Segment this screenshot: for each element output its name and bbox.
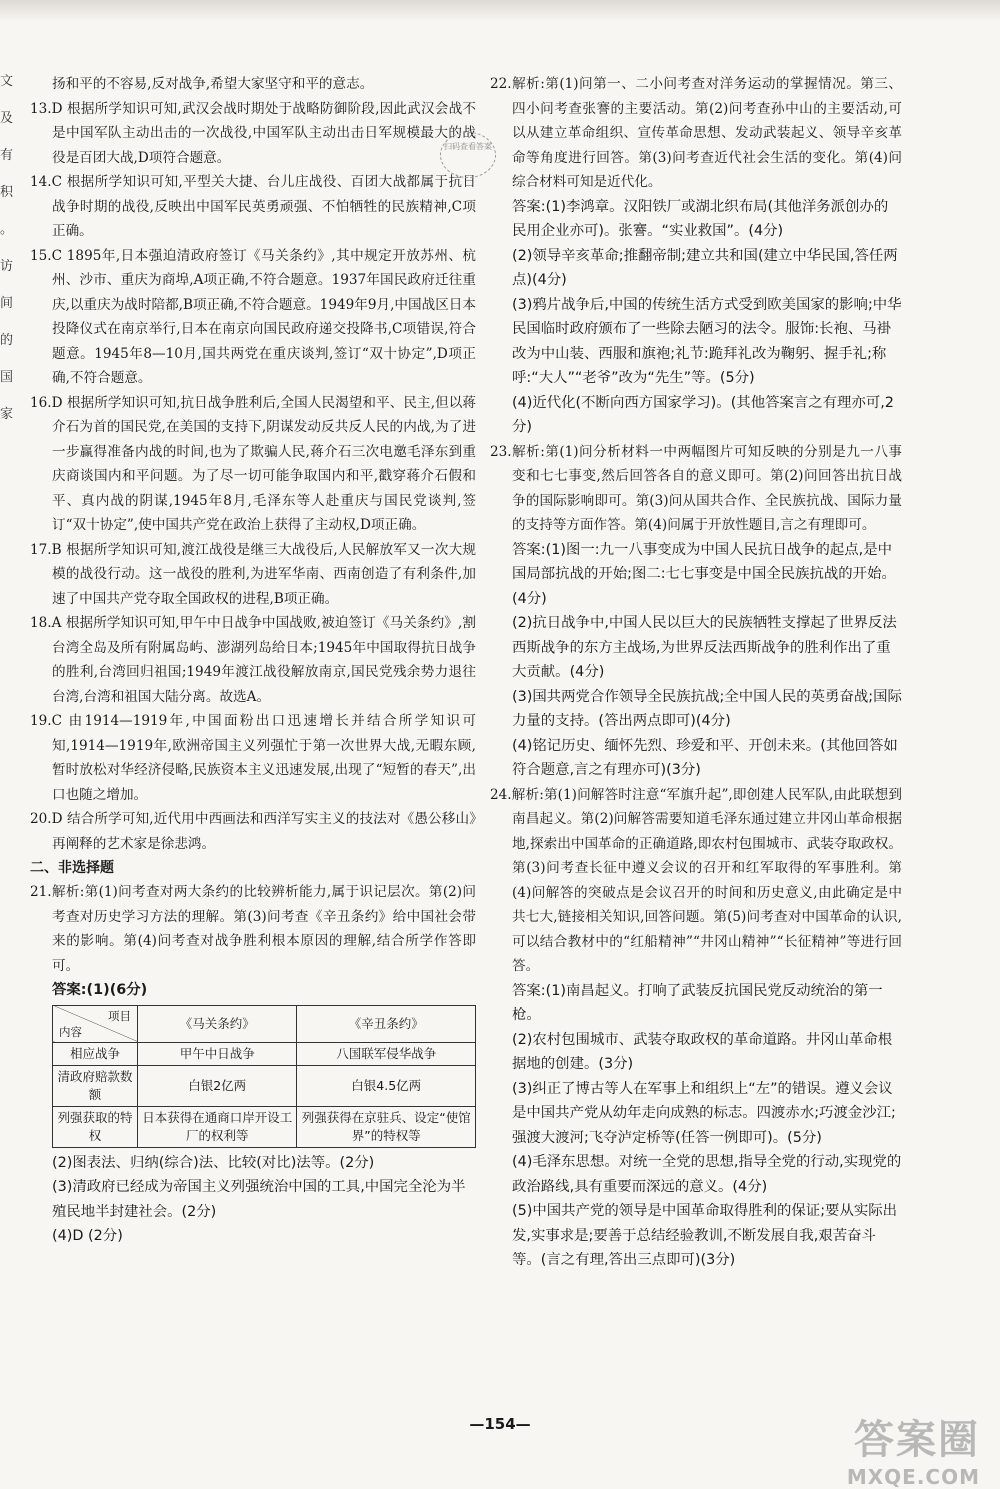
answer-18: 18.A 根据所学知识可知,甲午中日战争中国战败,被迫签订《马关条约》,割台湾全岛及所有附属岛屿、澎湖列岛给日本;1945年中国取得抗日战争的胜利,台湾回归祖国;1949年渡江战役解放南京,国民党残余势力退往台湾,台湾和祖国大陆分离。故选A。: [30, 615, 476, 705]
edge-char: 家: [0, 407, 14, 422]
answer-19: 19.C 由1914—1919年,中国面粉出口迅速增长并结合所学知识可知,1914—1919年,欧洲帝国主义列强忙于第一次世界大战,无暇东顾,暂时放松对华经济侵略,民族资本主义迅速发展,出现了“短暂的春天”,出口也随之增加。: [30, 713, 476, 803]
answer-16: 16.D 根据所学知识可知,抗日战争胜利后,全国人民渴望和平、民主,但以蒋介石为首的国民党,在美国的支持下,阴谋发动反共反人民的内战,为了进一步赢得准备内战的时间,也为了欺骗人民,蒋介石三次电邀毛泽东到重庆商谈国内和平问题。为了尽一切可能争取国内和平,戳穿蒋介石假和平、真内战的阴谋,1945年8月,毛泽东等人赴重庆与国民党谈判,签订“双十协定”,使中国共产党在政治上获得了主动权,D项正确。: [30, 394, 476, 533]
watermark-url: MXQE.COM: [846, 1465, 980, 1489]
answer-22-4: (4)近代化(不断向西方国家学习)。(其他答案言之有理亦可,2分): [512, 394, 894, 435]
intro-text: 扬和平的不容易,反对战争,希望大家坚守和平的意志。: [52, 76, 374, 92]
edge-char: 文: [0, 74, 14, 89]
answer-23-4: (4)铭记历史、缅怀先烈、珍爱和平、开创未来。(其他回答如符合题意,言之有理亦可)(3分): [512, 737, 898, 778]
table-col-header: 《马关条约》: [138, 1005, 297, 1042]
answer-24-4: (4)毛泽东思想。对统一全党的思想,指导全党的行动,实现党的政治路线,具有重要而深远的意义。(4分): [512, 1154, 902, 1195]
table-row-label: 列强获取的特权: [53, 1106, 138, 1147]
answer-22-2: (2)领导辛亥革命;推翻帝制;建立共和国(建立中华民国,答任两点)(4分): [512, 247, 898, 288]
site-watermark-logo: [847, 1408, 980, 1489]
left-edge-fragments: [0, 70, 16, 440]
table-col-header: 《辛丑条约》: [297, 1005, 476, 1042]
edge-char: 积: [0, 185, 14, 200]
analysis-22: 22.解析:第(1)问第一、二小问考查对洋务运动的掌握情况。第三、四小问考查张謇的主要活动。第(2)问考查孙中山的主要活动,可以从建立革命组织、宣传革命思想、发动武装起义、领导辛亥革命等角度进行回答。第(3)问考查近代社会生活的变化。第(4)问综合材料可知是近代化。: [490, 76, 902, 190]
answer-23-1: 答案:(1)图一:九一八事变成为中国人民抗日战争的起点,是中国局部抗战的开始;图二:七七事变是中国全民族抗战的开始。(4分): [512, 541, 896, 607]
edge-char: 及: [0, 111, 14, 126]
edge-char: 有: [0, 148, 14, 163]
analysis-21: 21.解析:第(1)问考查对两大条约的比较辨析能力,属于识记层次。第(2)问考查对历史学习方法的理解。第(3)问考查《辛丑条约》给中国社会带来的影响。第(4)问考查对战争胜利根本原因的理解,结合所学作答即可。: [30, 884, 476, 974]
edge-char: 的: [0, 333, 14, 348]
table-corner-cell: [53, 1005, 138, 1042]
table-cell: 白银4.5亿两: [297, 1065, 476, 1106]
table-cell: 日本获得在通商口岸开设工厂的权利等: [138, 1106, 297, 1147]
answer-23-3: (3)国共两党合作领导全民族抗战;全中国人民的英勇奋战;国际力量的支持。(答出两点即可)(4分): [512, 688, 902, 729]
edge-char: 。: [0, 222, 14, 237]
table-cell: 白银2亿两: [138, 1065, 297, 1106]
answer-22-1: 答案:(1)李鸿章。汉阳铁厂或湖北织布局(其他洋务派创办的民用企业亦可)。张謇。“实业救国”。(4分): [512, 198, 889, 239]
answer-14: 14.C 根据所学知识可知,平型关大捷、台儿庄战役、百团大战都属于抗日战争时期的战役,反映出中国军民英勇顽强、不怕牺牲的民族精神,C项正确。: [30, 174, 476, 239]
answer-24-5: (5)中国共产党的领导是中国革命取得胜利的保证;要从实际出发,实事求是;要善于总结经验教训,不断发展自我,艰苦奋斗等。(言之有理,答出三点即可)(3分): [512, 1203, 898, 1268]
section-heading: 二、非选择题: [30, 860, 114, 876]
answer-20: 20.D 结合所学可知,近代用中西画法和西洋写实主义的技法对《愚公移山》再阐释的艺术家是徐悲鸿。: [30, 811, 476, 852]
corner-bottom-label: 内容: [59, 1024, 82, 1039]
answer-21-3: (3)清政府已经成为帝国主义列强统治中国的工具,中国完全沦为半殖民地半封建社会。(2分): [52, 1179, 466, 1220]
edge-char: 访: [0, 259, 14, 274]
qr-stamp: [440, 132, 496, 178]
watermark-title: 答案圈: [854, 1417, 980, 1463]
table-row: [53, 1065, 476, 1106]
answer-23-2: (2)抗日战争中,中国人民以巨大的民族牺牲支撑起了世界反法西斯战争的东方主战场,为世界反法西斯战争的胜利作出了重大贡献。(4分): [512, 615, 897, 680]
table-row-label: 相应战争: [53, 1042, 138, 1065]
analysis-24: 24.解析:第(1)问解答时注意“军旗升起”,即创建人民军队,由此联想到南昌起义。第(2)问解答需要知道毛泽东通过建立井冈山革命根据地,探索出中国革命的正确道路,即农村包围城市、武装夺取政权。第(3)问考查长征中遵义会议的召开和红军取得的军事胜利。第(4)问解答的突破点是会议召开的时间和历史意义,由此确定是中共七大,链接相关知识,回答问题。第(5)问考查对中国革命的认识,可以结合教材中的“红船精神”“井冈山精神”“长征精神”等进行回答。: [490, 786, 902, 974]
answer-17: 17.B 根据所学知识可知,渡江战役是继三大战役后,人民解放军又一次大规模的战役行动。这一战役的胜利,为进军华南、西南创造了有利条件,加速了中国共产党夺取全国政权的进程,B项正确。: [30, 541, 476, 607]
right-column: [490, 72, 902, 1273]
answer-24-1: 答案:(1)南昌起义。打响了武装反抗国民党反动统治的第一枪。: [512, 982, 883, 1023]
table-cell: 甲午中日战争: [138, 1042, 297, 1065]
table-cell: 八国联军侵华战争: [297, 1042, 476, 1065]
corner-top-label: 项目: [108, 1008, 131, 1023]
left-column: [30, 72, 476, 1249]
answer-21-head: 答案:(1)(6分): [52, 982, 148, 998]
table-cell: 列强获得在京驻兵、设定“使馆界”的特权等: [297, 1106, 476, 1147]
answer-24-2: (2)农村包围城市、武装夺取政权的革命道路。井冈山革命根据地的创建。(3分): [512, 1031, 893, 1072]
table-row: [53, 1042, 476, 1065]
treaty-comparison-table: [52, 1005, 476, 1148]
analysis-23: 23.解析:第(1)问分析材料一中两幅图片可知反映的分别是九一八事变和七七事变,然后回答各自的意义即可。第(2)问回答出抗日战争的国际影响即可。第(3)问从国共合作、全民族抗战、国际力量的支持等方面作答。第(4)问属于开放性题目,言之有理即可。: [490, 443, 902, 533]
scan-shadow: [0, 0, 1000, 22]
stamp-text: 扫码查看答案: [444, 142, 492, 151]
answer-21-2: (2)图表法、归纳(综合)法、比较(对比)法等。(2分): [52, 1154, 375, 1171]
edge-char: 国: [0, 370, 14, 385]
edge-char: 间: [0, 296, 14, 311]
table-row: [53, 1106, 476, 1147]
answer-13: 13.D 根据所学知识可知,武汉会战时期处于战略防御阶段,因此武汉会战不是中国军队主动出击的一次战役,中国军队主动出击日军规模最大的战役是百团大战,D项符合题意。: [30, 100, 476, 166]
page-number: —154—: [469, 1415, 531, 1433]
table-header-row: [53, 1005, 476, 1042]
answer-22-3: (3)鸦片战争后,中国的传统生活方式受到欧美国家的影响;中华民国临时政府颁布了一些除去陋习的法令。服饰:长袍、马褂改为中山装、西服和旗袍;礼节:跪拜礼改为鞠躬、握手礼;称呼:“大人”“老爷”改为“先生”等。(5分): [512, 296, 902, 386]
answer-24-3: (3)纠正了博古等人在军事上和组织上“左”的错误。遵义会议是中国共产党从幼年走向成熟的标志。四渡赤水;巧渡金沙江;强渡大渡河;飞夺泸定桥等(任答一例即可)。(5分): [512, 1080, 896, 1146]
table-row-label: 清政府赔款数额: [53, 1065, 138, 1106]
answer-15: 15.C 1895年,日本强迫清政府签订《马关条约》,其中规定开放苏州、杭州、沙市、重庆为商埠,A项正确,不符合题意。1937年国民政府迁往重庆,以重庆为战时陪都,B项正确,不符合题意。1949年9月,中国战区日本投降仪式在南京举行,日本在南京向国民政府递交投降书,C项错误,符合题意。1945年8—10月,国共两党在重庆谈判,签订“双十协定”,D项正确,不符合题意。: [30, 247, 476, 386]
answer-21-4: (4)D (2分): [52, 1228, 123, 1244]
